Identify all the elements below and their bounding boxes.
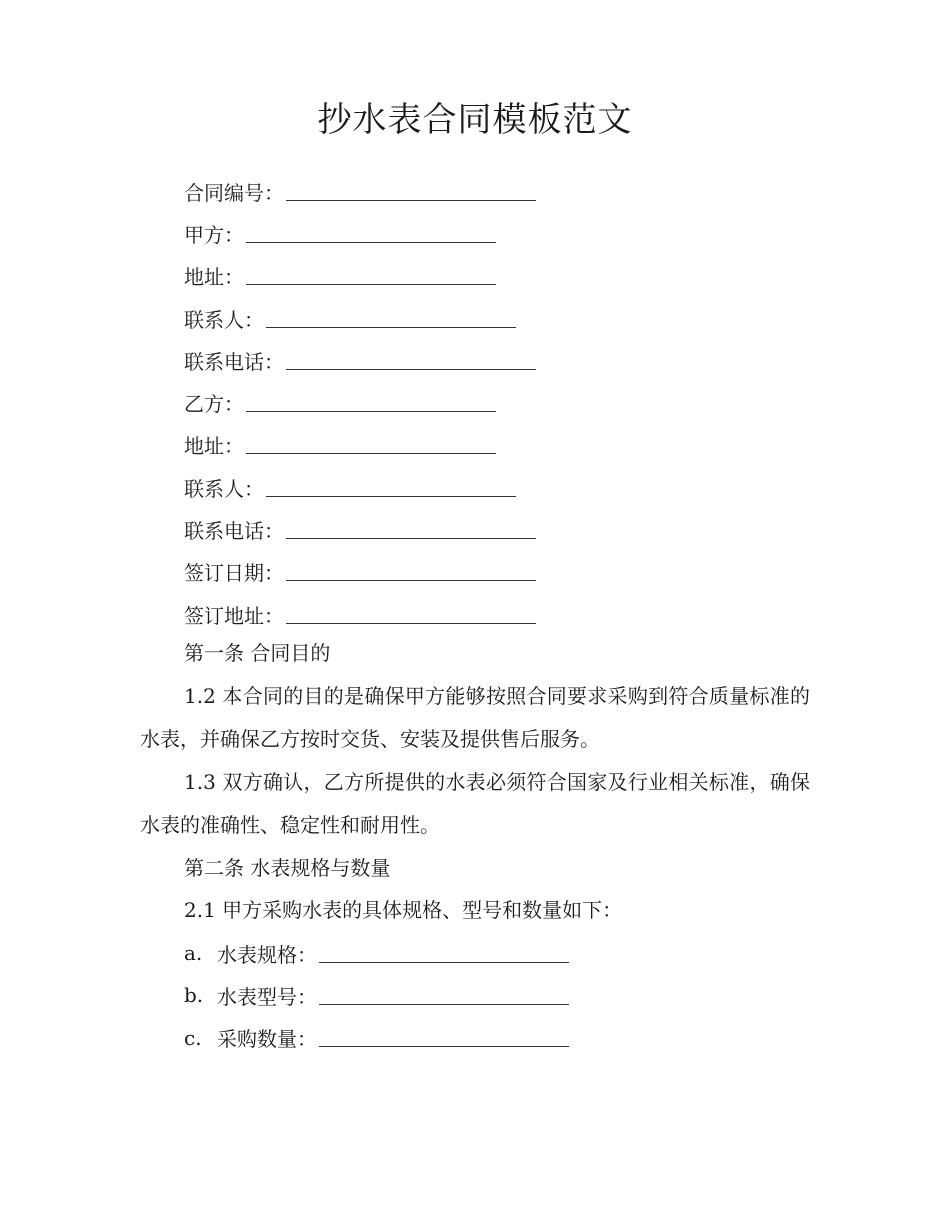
field-label: 地址： <box>184 434 244 459</box>
field-party-a <box>184 212 804 254</box>
field-label: 联系电话： <box>184 519 284 544</box>
field-sign-date <box>184 551 804 593</box>
field-label: 合同编号： <box>184 180 284 205</box>
meter-spec-item <box>184 932 810 974</box>
fill-in-blank[interactable] <box>286 623 536 624</box>
purchase-quantity-item <box>184 1017 810 1059</box>
field-sign-location <box>184 593 804 635</box>
document-title: 抄水表合同模板范文 <box>317 100 633 140</box>
fill-in-blank[interactable] <box>266 327 516 328</box>
party-info-fields <box>184 170 804 635</box>
fill-in-blank[interactable] <box>266 496 516 497</box>
fill-in-blank[interactable] <box>319 1004 569 1005</box>
field-party-b-address <box>184 424 804 466</box>
clause-1-3: 1.3 双方确认，乙方所提供的水表必须符合国家及行业相关标准，确保水表的准确性、稳定性和耐用性。 <box>140 769 810 837</box>
field-contract-number <box>184 170 804 212</box>
fill-in-blank[interactable] <box>246 453 496 454</box>
meter-model-item <box>184 974 810 1016</box>
fill-in-blank[interactable] <box>286 369 536 370</box>
field-label: 甲方： <box>184 222 244 247</box>
meter-spec-list <box>140 932 810 1059</box>
field-label: 联系电话： <box>184 349 284 374</box>
fill-in-blank[interactable] <box>286 538 536 539</box>
field-label: 地址： <box>184 265 244 290</box>
fill-in-blank[interactable] <box>246 411 496 412</box>
item-label: 采购数量： <box>217 1027 317 1052</box>
clause-1-2: 1.2 本合同的目的是确保甲方能够按照合同要求采购到符合质量标准的水表，并确保乙方按时交货、安装及提供售后服务。 <box>140 683 810 751</box>
item-label: 水表规格： <box>217 942 317 967</box>
contract-body <box>140 632 810 1059</box>
field-party-a-contact <box>184 297 804 339</box>
item-marker: c. <box>184 1025 202 1050</box>
field-party-b-contact <box>184 466 804 508</box>
fill-in-blank[interactable] <box>246 284 496 285</box>
item-marker: b. <box>184 983 204 1008</box>
field-label: 签订日期： <box>184 561 284 586</box>
clause-2-1: 2.1 甲方采购水表的具体规格、型号和数量如下： <box>184 898 623 922</box>
field-label: 签订地址： <box>184 603 284 628</box>
field-party-b-phone <box>184 508 804 550</box>
fill-in-blank[interactable] <box>286 580 536 581</box>
section-heading-2: 第二条 水表规格与数量 <box>184 855 391 880</box>
section-heading-1: 第一条 合同目的 <box>184 641 331 665</box>
field-party-a-phone <box>184 339 804 381</box>
field-label: 乙方： <box>184 392 244 417</box>
field-party-a-address <box>184 255 804 297</box>
item-marker: a. <box>184 941 203 966</box>
fill-in-blank[interactable] <box>319 962 569 963</box>
fill-in-blank[interactable] <box>246 242 496 243</box>
fill-in-blank[interactable] <box>286 200 536 201</box>
item-label: 水表型号： <box>217 984 317 1009</box>
field-label: 联系人： <box>184 307 264 332</box>
field-label: 联系人： <box>184 476 264 501</box>
field-party-b <box>184 381 804 423</box>
fill-in-blank[interactable] <box>319 1046 569 1047</box>
